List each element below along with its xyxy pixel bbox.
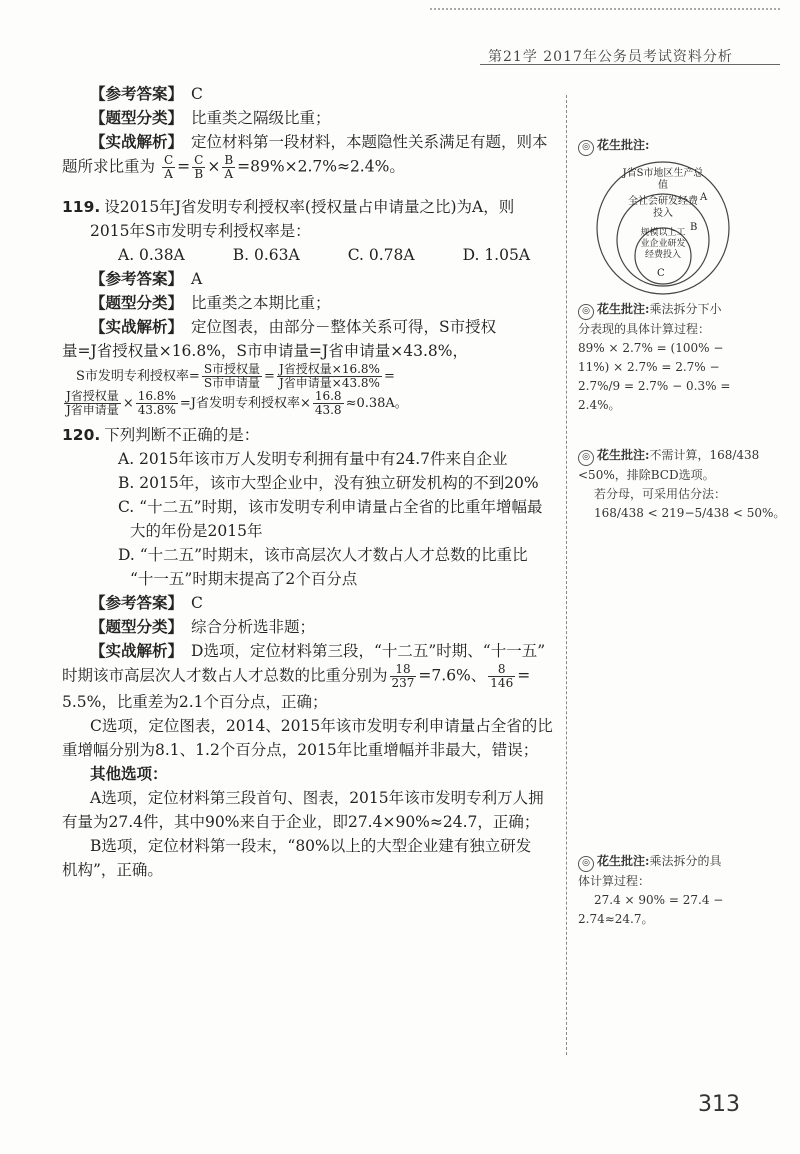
peanut-icon: ◎ [578, 140, 594, 156]
q118-analysis: 【实战解析】 定位材料第一段材料，本题隐性关系满足有题，则本 [90, 132, 548, 151]
venn-outer-label: J省S市地区生产总值 [622, 168, 704, 191]
venn-label-c: C [657, 268, 665, 279]
q119-option-d: D. 1.05A [462, 246, 531, 264]
header-rule [430, 8, 780, 10]
venn-middle-label: 全社会研发经费投入 [628, 196, 698, 219]
q120-option-d-cont: “十一五”时期末提高了2个百分点 [130, 570, 358, 588]
q119-stem-2: 2015年S市发明专利授权率是： [90, 222, 311, 240]
q120-option-b: B. 2015年，该市大型企业中，没有独立研发机构的不到20% [118, 474, 539, 492]
q119-options [90, 243, 558, 267]
q120-analysis-b2: 机构”，正确。 [62, 861, 163, 879]
q118-type: 【题型分类】 比重类之隔级比重； [90, 108, 331, 127]
q120-stem: 120. 下列判断不正确的是： [62, 426, 260, 444]
side-note-4: ◎ 花生批注:乘法拆分的具 体计算过程： 27.4 × 90% = 27.4 − 2.74≈24.7。 [578, 854, 724, 926]
q119-option-b: B. 0.63A [232, 246, 300, 264]
peanut-icon: ◎ [578, 304, 594, 320]
q120-option-a: A. 2015年该市万人发明专利拥有量中有24.7件来自企业 [118, 450, 508, 468]
q119-analysis: 【实战解析】 定位图表，由部分－整体关系可得，S市授权 [90, 317, 497, 336]
q118-formula: 题所求比重为 $\frac{C}{A}$ = $\frac{C}{B}$ × $\frac{B}{A}$ =89%×2.7%≈2.4%。 [62, 153, 405, 181]
header-underline [480, 64, 780, 65]
venn-label-b: B [690, 222, 698, 233]
q120-analysis-b1: B选项，定位材料第一段末，“80%以上的大型企业建有独立研发 [90, 837, 532, 855]
peanut-icon: ◎ [578, 856, 594, 872]
page-number: 313 [698, 1092, 740, 1117]
q119-analysis-2: 量=J省授权量×16.8%，S市申请量=J省申请量×43.8%， [62, 342, 468, 360]
q119-type: 【题型分类】 比重类之本期比重； [90, 293, 331, 312]
main-column [62, 82, 558, 882]
q119-rate-formula: S市发明专利授权率= $\frac{\text{S市授权量}}{\text{S市申请量}}$ = $\frac{\text{J省授权量×16.8\%}}{\text{J省申请量×43.8\%}}$ = [76, 362, 395, 390]
q118-answer: 【参考答案】 C [90, 84, 203, 103]
q120-other-label: 其他选项： [90, 764, 168, 783]
margin-divider [566, 95, 567, 1055]
q120-analysis-a1: A选项，定位材料第三段首句、图表，2015年该市发明专利万人拥 [90, 789, 544, 807]
q120-option-c: C. “十二五”时期，该市发明专利申请量占全省的比重年增幅最 [118, 498, 543, 516]
q120-option-c-cont: 大的年份是2015年 [130, 522, 263, 540]
running-header: 第21学 2017年公务员考试资料分析 [488, 49, 733, 65]
q120-analysis-c1: C选项，定位图表，2014、2015年该市发明专利申请量占全省的比 [90, 717, 553, 735]
side-note-3: ◎ 花生批注:不需计算，168/438 <50%，排除BCD选项。 若分母，可采用估分法： 168/438 < 219−5/438 < 50%。 [578, 448, 786, 520]
venn-inner-label: 规模以上工业企业研发经费投入 [640, 228, 686, 260]
q120-option-d: D. “十二五”时期末，该市高层次人才数占人才总数的比重比 [118, 546, 528, 564]
q120-analysis-c2: 重增幅分别为8.1、1.2个百分点，2015年比重增幅并非最大，错误； [62, 741, 539, 759]
q120-answer: 【参考答案】 C [90, 593, 203, 612]
side-note-2: ◎ 花生批注:乘法拆分下小 分表现的具体计算过程： 89% × 2.7% = (100% − 11%) × 2.7% = 2.7% − 2.7%/9 = 2.7% − 0.3% = 2.4%。 [578, 302, 731, 412]
q119-option-c: C. 0.78A [347, 246, 415, 264]
venn-label-a: A [700, 192, 708, 203]
q119-stem: 119. 设2015年J省发明专利授权率(授权量占申请量之比)为A，则 [62, 198, 515, 216]
side-note-1: ◎ 花生批注: [578, 136, 788, 156]
q119-option-a: A. 0.38A [118, 246, 185, 264]
q120-analysis-a2: 有量为27.4件，其中90%来自于企业，即27.4×90%≈24.7，正确； [62, 813, 540, 831]
q120-type: 【题型分类】 综合分析选非题； [90, 617, 316, 636]
q120-analysis-3: 5.5%，比重差为2.1个百分点，正确； [62, 693, 328, 711]
q119-answer: 【参考答案】 A [90, 269, 203, 288]
peanut-icon: ◎ [578, 450, 594, 466]
q120-analysis-2: 时期该市高层次人才数占人才总数的比重分别为 $\frac{18}{237}$ =7.6%、 $\frac{8}{146}$ = [62, 662, 531, 690]
q119-result-formula: $\frac{\text{J省授权量}}{\text{J省申请量}}$ × $\frac{16.8\%}{43.8\%}$ =J省发明专利授权率× $\frac{16.8}{43.8}$ ≈0.38A。 [66, 389, 408, 417]
q120-analysis: 【实战解析】 D选项，定位材料第三段，“十二五”时期、“十一五” [90, 641, 546, 660]
